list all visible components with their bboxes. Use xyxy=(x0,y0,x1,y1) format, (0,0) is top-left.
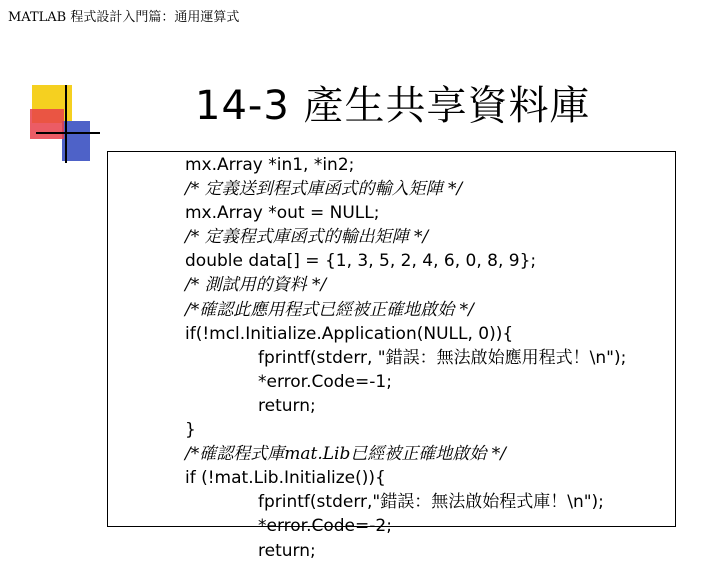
code-comment: /*確認程式庫mat.Lib已經被正確地啟始 */ xyxy=(185,444,506,465)
code-line: fprintf(stderr,"錯誤：無法啟始程式庫！\n"); xyxy=(258,492,604,513)
code-comment: /* 定義送到程式庫函式的輸入矩陣 */ xyxy=(185,179,463,200)
code-line: return; xyxy=(258,395,316,416)
code-line: double data[] = {1, 3, 5, 2, 4, 6, 0, 8, 9}; xyxy=(185,251,537,272)
code-line: } xyxy=(185,420,196,441)
code-comment: /*確認此應用程式已經被正確地啟始 */ xyxy=(185,299,474,320)
code-box xyxy=(107,151,676,561)
code-line: *error.Code=-2; xyxy=(258,516,392,537)
code-line: if(!mcl.Initialize.Application(NULL, 0)){ xyxy=(185,323,514,344)
red-square xyxy=(30,109,64,139)
code-listing xyxy=(185,153,675,563)
code-line: mx.Array *out = NULL; xyxy=(185,203,380,224)
code-line: fprintf(stderr, "錯誤：無法啟始應用程式！\n"); xyxy=(258,347,627,368)
code-comment: /* 定義程式庫函式的輸出矩陣 */ xyxy=(185,227,429,248)
code-comment: /* 測試用的資料 */ xyxy=(185,275,327,296)
code-line: mx.Array *in1, *in2; xyxy=(185,155,355,175)
slide-title: 14-3 產生共享資料庫 xyxy=(195,83,591,129)
code-line: if (!mat.Lib.Initialize()){ xyxy=(185,468,386,489)
code-line: return; xyxy=(258,540,316,561)
code-line: *error.Code=-1; xyxy=(258,371,392,392)
header-title: MATLAB 程式設計入門篇：通用運算式 xyxy=(8,10,240,25)
decorative-squares xyxy=(30,85,100,163)
